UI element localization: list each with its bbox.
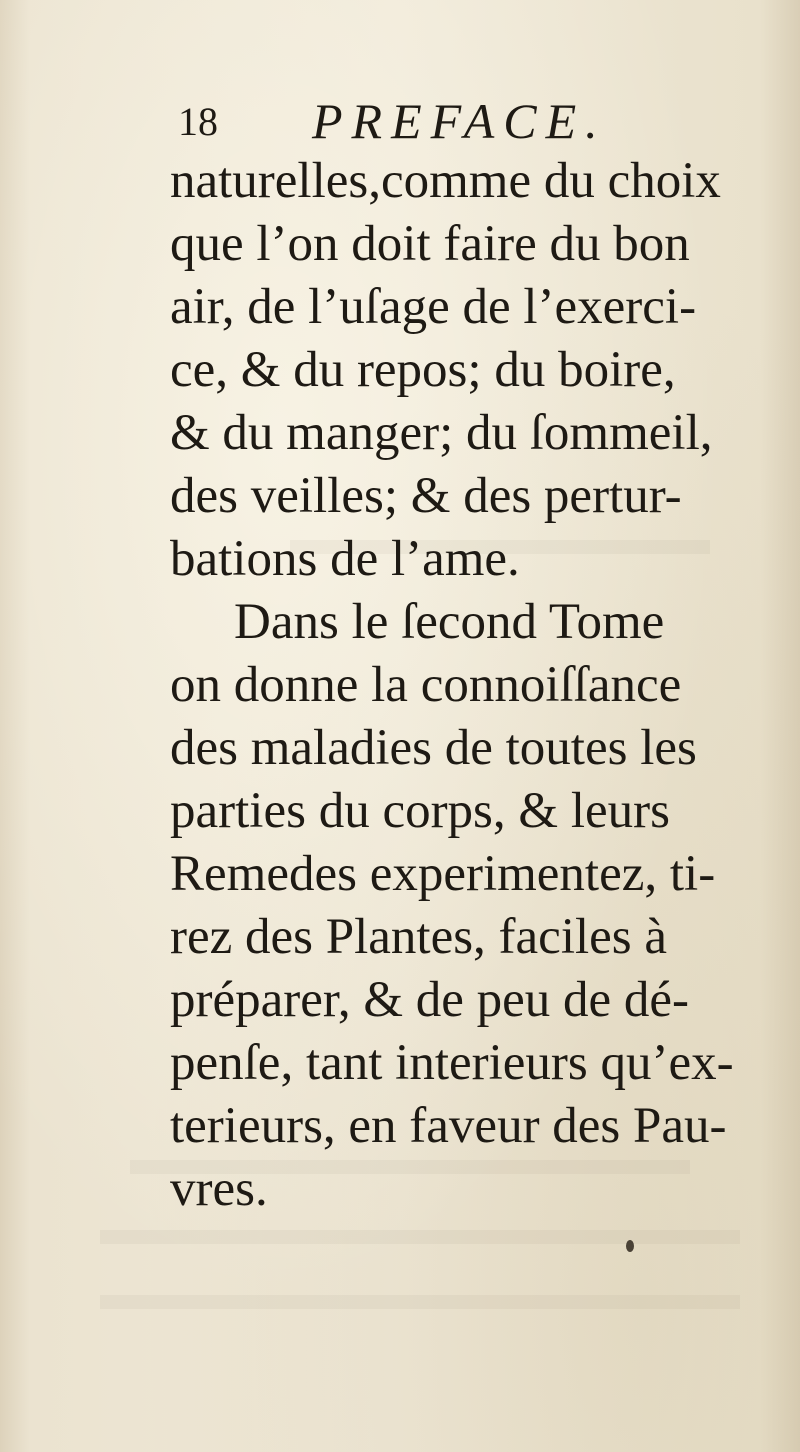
text-line: rez des Plantes, faciles à — [170, 909, 668, 965]
show-through-line — [100, 1230, 740, 1244]
text-line: ce, & du repos; du boire, — [170, 342, 676, 398]
running-title: PREFACE. — [312, 93, 607, 149]
text-line: parties du corps, & leurs — [170, 783, 670, 839]
text-line: on donne la connoiſſance — [170, 657, 682, 713]
text-line: bations de l’ame. — [170, 531, 520, 587]
text-line: vres. — [170, 1161, 268, 1217]
page-header — [172, 92, 732, 152]
text-line: que l’on doit faire du bon — [170, 216, 690, 272]
text-line: air, de l’uſage de l’exerci- — [170, 279, 697, 335]
text-line: penſe, tant interieurs qu’ex- — [170, 1035, 734, 1091]
text-line: naturelles,comme du choix — [170, 153, 721, 209]
ink-speck — [626, 1240, 634, 1252]
text-line: des maladies de toutes les — [170, 720, 697, 776]
page-number: 18 — [178, 99, 218, 144]
paragraph-start-line: Dans le ſecond Tome — [234, 594, 665, 650]
body-text — [170, 150, 750, 1221]
text-line: & du manger; du ſommeil, — [170, 405, 713, 461]
text-line: Remedes experimentez, ti- — [170, 846, 716, 902]
show-through-line — [100, 1295, 740, 1309]
text-line: des veilles; & des pertur- — [170, 468, 682, 524]
text-line: préparer, & de peu de dé- — [170, 972, 690, 1028]
text-line: terieurs, en faveur des Pau- — [170, 1098, 727, 1154]
